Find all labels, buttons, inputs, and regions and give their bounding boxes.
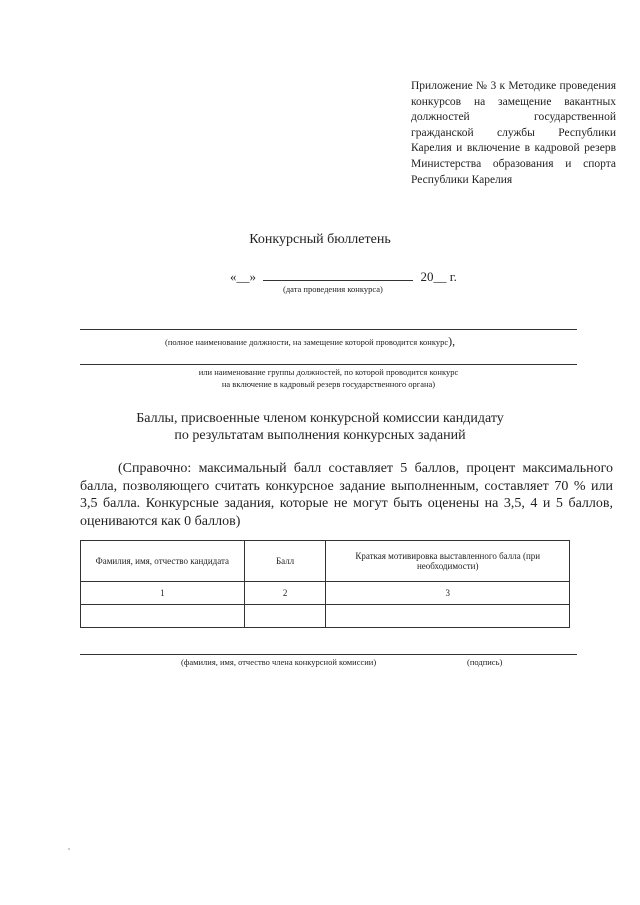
document-title: Конкурсный бюллетень	[249, 232, 391, 247]
table-row	[81, 605, 570, 628]
position-line	[80, 329, 577, 330]
column-number-2: 2	[244, 582, 326, 605]
column-number-3: 3	[326, 582, 570, 605]
header-candidate-name: Фамилия, имя, отчество кандидата	[81, 541, 245, 582]
signature-name-caption: (фамилия, имя, отчество члена конкурсной комиссии)	[181, 657, 377, 667]
table-header-row	[81, 541, 570, 582]
reference-note-text: (Справочно: максимальный балл составляет 5 баллов, процент максимального балла, позволяющего считать конкурсное задание выполненным, составляет 70 % или 3,5 балла. Конкурсные задания, которые не могут быть оценены на 3,5, 4 и 5 баллов, оцениваются как 0 баллов)	[80, 461, 613, 529]
group-caption-line-1: или наименование группы должностей, по которой проводится конкурс	[198, 367, 459, 377]
appendix-text: Приложение № 3 к Методике проведения конкурсов на замещение вакантных должностей государственной гражданской службы Республики Карелия и включение в кадровой резерв Министерства образования и спорта Республики Карелия	[411, 80, 616, 186]
score-cell	[244, 605, 326, 628]
position-caption-text: (полное наименование должности, на замещение которой проводится конкурс	[165, 337, 449, 347]
group-caption	[80, 367, 577, 390]
day-field: «__»	[230, 269, 256, 284]
signature-line	[80, 654, 577, 655]
appendix-block	[411, 79, 616, 188]
group-line	[80, 364, 577, 365]
section-heading	[0, 410, 640, 444]
candidate-name-cell	[81, 605, 245, 628]
year-field: 20__ г.	[420, 269, 457, 284]
group-caption-line-2: на включение в кадровый резерв государственного органа)	[221, 378, 436, 389]
month-blank	[263, 268, 413, 281]
reference-note	[80, 460, 613, 530]
table-number-row	[81, 582, 570, 605]
date-caption: (дата проведения конкурса)	[283, 284, 383, 294]
position-caption-close: ),	[448, 334, 456, 348]
scores-table	[80, 540, 570, 628]
scan-dot	[68, 848, 70, 850]
column-number-1: 1	[81, 582, 245, 605]
position-caption	[165, 334, 455, 349]
justification-cell	[326, 605, 570, 628]
date-line	[230, 268, 457, 285]
signature-sign-caption: (подпись)	[467, 657, 503, 667]
header-justification: Краткая мотивировка выставленного балла (при необходимости)	[326, 541, 570, 582]
section-heading-line-2: по результатам выполнения конкурсных заданий	[174, 428, 466, 443]
section-heading-line-1: Баллы, присвоенные членом конкурсной комиссии кандидату	[136, 411, 504, 426]
header-score: Балл	[244, 541, 326, 582]
